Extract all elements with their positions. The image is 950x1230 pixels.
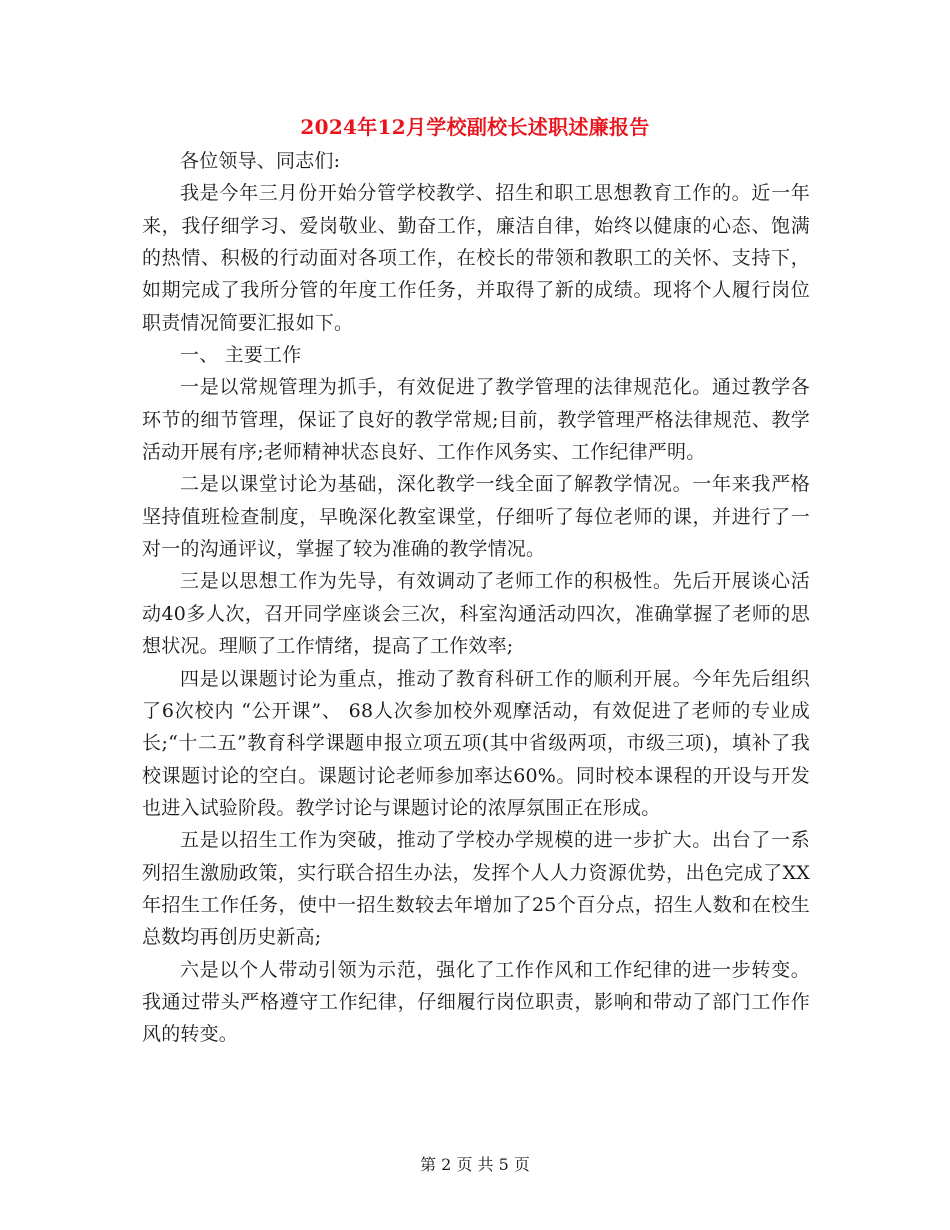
paragraph-item-4: 四是以课题讨论为重点，推动了教育科研工作的顺利开展。今年先后组织了6次校内 “公开课”、 68人次参加校外观摩活动，有效促进了老师的专业成长;“十二五”教育科学课题申报立项五项(其中省级两项，市级三项)，填补了我校课题讨论的空白。课题讨论老师参加率达60%。同时校本课程的开设与开发也进入试验阶段。教学讨论与课题讨论的浓厚氛围正在形成。	[142, 667, 810, 819]
paragraph-intro: 我是今年三月份开始分管学校教学、招生和职工思想教育工作的。近一年来，我仔细学习、爱岗敬业、勤奋工作，廉洁自律，始终以健康的心态、饱满的热情、积极的行动面对各项工作，在校长的带领和教职工的关怀、支持下，如期完成了我所分管的年度工作任务，并取得了新的成绩。现将个人履行岗位职责情况简要汇报如下。	[142, 182, 810, 334]
paragraph-item-1: 一是以常规管理为抓手，有效促进了教学管理的法律规范化。通过教学各环节的细节管理，保证了良好的教学常规;目前，教学管理严格法律规范、教学活动开展有序;老师精神状态良好、工作作风务实、工作纪律严明。	[142, 376, 810, 464]
paragraph-item-6: 六是以个人带动引领为示范，强化了工作作风和工作纪律的进一步转变。我通过带头严格遵守工作纪律，仔细履行岗位职责，影响和带动了部门工作作风的转变。	[142, 958, 810, 1046]
document-title: 2024年12月学校副校长述职述廉报告	[300, 115, 650, 139]
page-number: 第 2 页 共 5 页	[420, 1155, 530, 1174]
paragraph-item-2: 二是以课堂讨论为基础，深化教学一线全面了解教学情况。一年来我严格坚持值班检查制度，早晚深化教室课堂，仔细听了每位老师的课，并进行了一对一的沟通评议，掌握了较为准确的教学情况。	[142, 473, 810, 561]
paragraph-item-5: 五是以招生工作为突破，推动了学校办学规模的进一步扩大。出台了一系列招生激励政策，实行联合招生办法，发挥个人人力资源优势，出色完成了XX年招生工作任务，使中一招生数较去年增加了25个百分点，招生人数和在校生总数均再创历史新高;	[142, 829, 810, 949]
document-body	[142, 145, 810, 1051]
paragraph-item-3: 三是以思想工作为先导，有效调动了老师工作的积极性。先后开展谈心活动40多人次，召开同学座谈会三次，科室沟通活动四次，准确掌握了老师的思想状况。理顺了工作情绪，提高了工作效率;	[142, 570, 810, 658]
section-heading-main-work: 一、 主要工作	[180, 344, 302, 367]
paragraph-salutation: 各位领导、同志们:	[180, 150, 341, 172]
